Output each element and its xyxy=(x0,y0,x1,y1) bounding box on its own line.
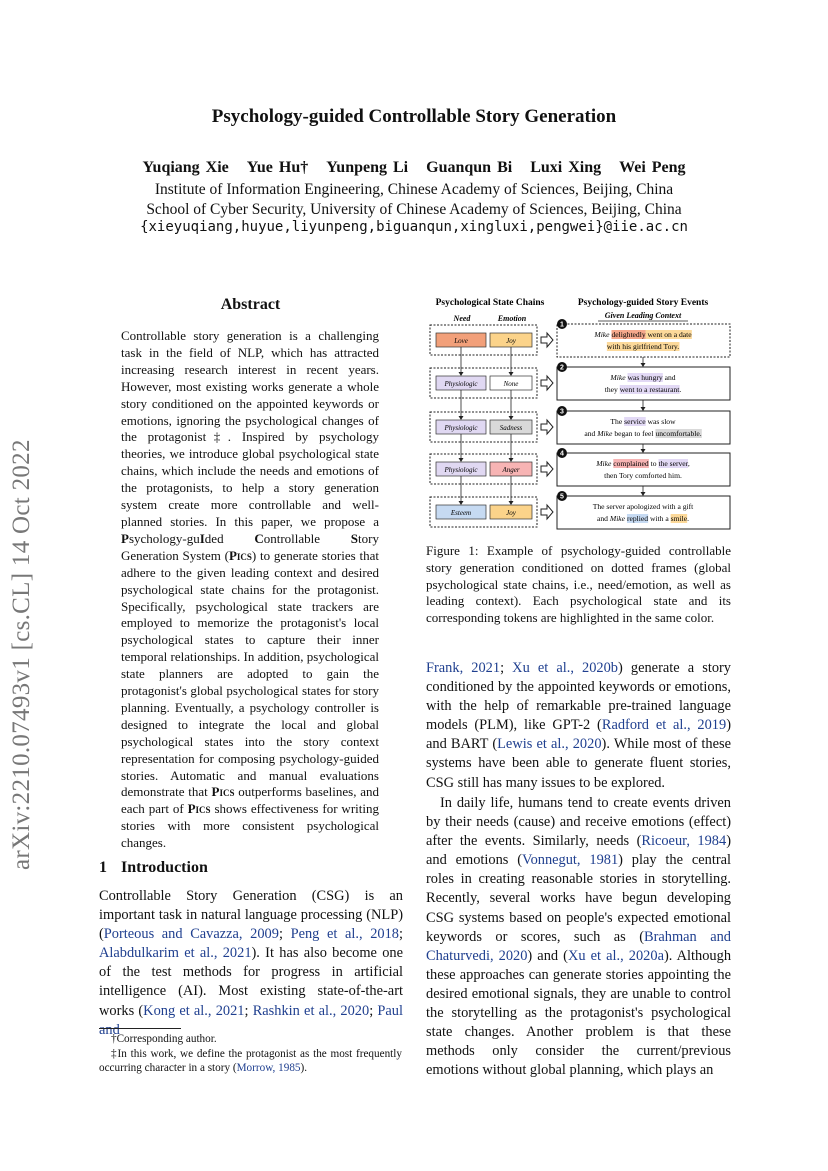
citation-link[interactable]: Rashkin et al., 2020 xyxy=(252,1002,370,1019)
event-sentence xyxy=(595,459,690,468)
citation-link[interactable]: Xu et al., 2020b xyxy=(512,660,619,676)
citation-link[interactable]: Paul and xyxy=(99,1002,403,1038)
text-run: ; xyxy=(369,1002,378,1019)
right-arrow-icon xyxy=(541,420,553,434)
event-sentence xyxy=(593,502,694,511)
arrow-head-icon xyxy=(641,492,646,496)
event-token: Mike xyxy=(594,330,610,339)
arrow-head-icon xyxy=(509,372,514,376)
abstract-body: Controllable story generation is a challenging task in the field of NLP, which has attracted increasing research interest in recent years. However, most existing works generate a whole story conditioned on the appointed keywords or emotions, ignoring the psychological changes of the protagonist‡. Inspired by psychology theories, we introduce global psychological state chains, which include the needs and emotions of the protagonists, to help a story generation system create more controllable and well-planned stories. In this paper, we propose a Psychology-guIded Controllable Story Generation System (Pics) to generate stories that adhere to the given leading context and desired psychological state chains for the protagonist. Specifically, psychological state trackers are employed to memorize the protagonist's local psychological states to capture their inner temporal relationships. In addition, psychological state planners are adopted to gain the protagonist's global psychological states for story planning. Eventually, a psychology controller is designed to integrate the local and global psychological states into the story context representation for composing psychology-guided stories. Automatic and manual evaluations demonstrate that Pics outperforms baselines, and each part of Pics shows effectiveness for writing stories with more consistent psychological changes. xyxy=(121,328,379,851)
context-label: Given Leading Context xyxy=(604,311,682,320)
text-run: ). While most of these systems have been able to generate fluent stories, CSG still has many issues to be explored. xyxy=(426,736,731,791)
paper-title: Psychology-guided Controllable Story Generation xyxy=(211,106,617,127)
author-name: Yuqiang Xie xyxy=(142,159,229,176)
abstract-heading: Abstract xyxy=(220,296,281,313)
event-token: then Tory comforted him. xyxy=(604,471,682,480)
text-run: ). It has also become one of the test methods for progress in artificial intelligence (AI). Most existing state-of-the-art works ( xyxy=(99,945,403,1019)
author-email: {xieyuqiang,huyue,liyunpeng,biguanqun,xingluxi,pengwei}@iie.ac.cn xyxy=(140,219,688,235)
event-frame xyxy=(557,321,730,357)
intro-paragraph-right-2 xyxy=(426,794,731,1080)
footnote-protagonist: ‡In this work, we define the protagonist as the most frequently occurring character in a story (Morrow, 1985). xyxy=(99,1047,402,1074)
footnotes xyxy=(99,1032,402,1076)
citation-link[interactable]: Frank, 2021 xyxy=(426,660,501,676)
citation-link[interactable]: Alabdulkarim et al., 2021 xyxy=(99,945,252,962)
author-name: Yue Hu† xyxy=(246,159,309,176)
event-token: Mike xyxy=(596,459,612,468)
event-token: . xyxy=(679,385,682,394)
event-token: to xyxy=(648,459,659,468)
arrow-head-icon xyxy=(459,372,464,376)
text-run: ; xyxy=(500,660,513,676)
event-sentence xyxy=(593,330,692,339)
citation-link[interactable]: Morrow, 1985 xyxy=(236,1062,301,1074)
event-token: . xyxy=(687,514,689,523)
highlighted-token: service xyxy=(624,417,646,426)
event-token: was slow xyxy=(645,417,676,426)
event-sentence xyxy=(607,342,679,351)
citation-link[interactable]: Lewis et al., 2020 xyxy=(497,736,602,753)
event-token: they xyxy=(604,385,620,394)
right-arrow-icon xyxy=(541,376,553,390)
need-value: Physiologic xyxy=(444,380,478,388)
citation-link[interactable]: Peng et al., 2018 xyxy=(290,926,399,943)
emotion-value: Joy xyxy=(506,337,516,345)
text-run: ) generate a story conditioned by the appointed keywords or emotions, with the help of remarkable pre-trained language models (PLM), like GPT-2 ( xyxy=(426,660,732,734)
need-value: Physiologic xyxy=(444,424,478,432)
right-arrow-icon xyxy=(541,462,553,476)
pics-name: Pics xyxy=(228,547,252,563)
event-sentence xyxy=(597,514,689,523)
arrow-head-icon xyxy=(459,458,464,462)
step-number: 2 xyxy=(560,364,564,372)
arrow-head-icon xyxy=(459,501,464,505)
event-frame xyxy=(557,493,730,529)
event-sentence xyxy=(604,471,682,480)
event-sentence xyxy=(584,429,701,438)
highlighted-token: replied xyxy=(626,514,649,523)
highlighted-token: uncomfortable. xyxy=(655,429,702,438)
arrow-head-icon xyxy=(641,407,646,411)
emotion-value: Sadness xyxy=(499,424,523,432)
highlighted-token: complained xyxy=(613,459,649,468)
text-run: ; xyxy=(278,926,291,943)
text-run: ) and ( xyxy=(527,947,568,964)
figure-1 xyxy=(426,294,734,534)
highlighted-token: smile xyxy=(670,514,688,523)
section-heading-introduction: 1 Introduction xyxy=(99,859,208,876)
text-run: ) and emotions ( xyxy=(426,833,731,869)
event-token: with a xyxy=(648,514,671,523)
event-token: and xyxy=(584,429,598,438)
highlighted-token: with his girlfriend Tory. xyxy=(606,342,680,351)
event-token: The server apologized with a gift xyxy=(592,502,694,511)
text-run: ; xyxy=(398,926,403,943)
event-token: The xyxy=(610,417,625,426)
step-number: 5 xyxy=(560,493,564,501)
figure-caption: Figure 1: Example of psychology-guided controllable story generation conditioned on dotted frames (global psychological state chains, i.e., need/emotion, as well as leading context). Each psychological state and its corresponding tokens are highlighted in the same color. xyxy=(426,543,731,626)
highlighted-token: went on a date xyxy=(645,330,692,339)
text-run: ). Although these approaches can generate stories appointing the desired emotional signals, they are unable to control the storytelling as the protagonist's psychological state changes. Another problem is that these methods only consider the current/previous emotions without global planning, which plays an xyxy=(426,947,732,1079)
need-label: Need xyxy=(453,314,471,323)
event-frame xyxy=(557,364,730,400)
event-sentence xyxy=(605,385,682,394)
footnote-rule xyxy=(99,1028,181,1029)
highlighted-token: delightedly xyxy=(611,330,646,339)
figure-column-title: Psychology-guided Story Events xyxy=(577,298,709,308)
arrow-head-icon xyxy=(509,501,514,505)
highlighted-token: the server xyxy=(658,459,688,468)
arrow-head-icon xyxy=(641,449,646,453)
event-frame xyxy=(557,450,730,486)
event-frame xyxy=(557,408,730,444)
figure-column-title: Psychological State Chains xyxy=(435,298,545,308)
need-value: Love xyxy=(454,337,468,345)
emotion-value: Joy xyxy=(506,509,516,517)
arrow-head-icon xyxy=(509,458,514,462)
text-run: In daily life, humans tend to create events driven by their needs (cause) and receive emotions (effect) after the events. Similarly, needs ( xyxy=(426,795,731,850)
citation-link[interactable]: Vonnegut, 1981 xyxy=(522,852,619,869)
author-name: Guanqun Bi xyxy=(426,159,513,176)
right-arrow-icon xyxy=(541,505,553,519)
citation-link[interactable]: Kong et al., 2021 xyxy=(143,1002,245,1019)
text-run: ) and BART ( xyxy=(426,717,731,753)
event-token: Mike xyxy=(597,429,613,438)
event-token: Mike xyxy=(609,514,626,523)
author-name: Luxi Xing xyxy=(530,159,602,176)
need-value: Physiologic xyxy=(444,466,478,474)
footnote-corresponding: †Corresponding author. xyxy=(111,1033,217,1045)
event-sentence xyxy=(609,373,675,382)
need-value: Esteem xyxy=(450,509,472,517)
emotion-value: Anger xyxy=(502,466,520,474)
arxiv-side-label: arXiv:2210.07493v1 [cs.CL] 14 Oct 2022 xyxy=(8,439,35,870)
affiliation-1: Institute of Information Engineering, Chinese Academy of Sciences, Beijing, China xyxy=(154,181,674,198)
text-run: ) play the central roles in creating reasonable stories in storytelling. Recently, several works have begun developing CSG systems based on people's expected emotional keywords or scores, such as ( xyxy=(426,852,731,945)
intro-paragraph-right-1 xyxy=(426,659,731,793)
affiliation-2: School of Cyber Security, University of Chinese Academy of Sciences, Beijing, China xyxy=(146,201,682,218)
text-run: ; xyxy=(244,1002,253,1019)
text-run: Controllable Story Generation (CSG) is an important task in natural language processing (NLP) ( xyxy=(99,888,403,943)
highlighted-token: went to a restaurant xyxy=(619,385,680,394)
event-token: , xyxy=(687,459,690,468)
highlighted-token: was hungry xyxy=(627,373,663,382)
author-name: Wei Peng xyxy=(619,159,686,176)
citation-link[interactable]: Porteous and Cavazza, 2009 xyxy=(103,926,279,943)
event-token: Mike xyxy=(610,373,626,382)
intro-paragraph-left xyxy=(99,887,403,1040)
citation-link[interactable]: Radford et al., 2019 xyxy=(601,717,727,734)
event-token: and xyxy=(662,373,676,382)
event-token: and xyxy=(597,514,610,523)
citation-link[interactable]: Ricoeur, 1984 xyxy=(641,833,727,850)
event-sentence xyxy=(610,417,676,426)
arrow-head-icon xyxy=(641,363,646,367)
step-number: 3 xyxy=(560,408,564,416)
step-number: 4 xyxy=(560,450,564,458)
arrow-head-icon xyxy=(509,416,514,420)
citation-link[interactable]: Brahman and Chaturvedi, 2020 xyxy=(426,928,731,964)
right-arrow-icon xyxy=(541,333,553,347)
arrow-head-icon xyxy=(459,416,464,420)
event-token: began to feel xyxy=(612,429,656,438)
step-number: 1 xyxy=(560,321,564,329)
author-name: Yunpeng Li xyxy=(326,159,409,176)
emotion-value: None xyxy=(503,380,519,388)
emotion-label: Emotion xyxy=(497,314,527,323)
author-list xyxy=(0,159,828,177)
citation-link[interactable]: Xu et al., 2020a xyxy=(567,947,664,964)
